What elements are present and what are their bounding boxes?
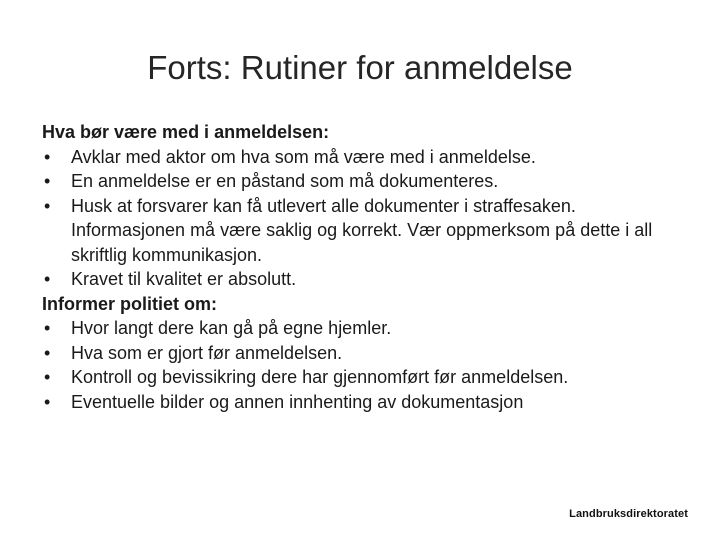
list-item-text: Avklar med aktor om hva som må være med i anmeldelse. — [71, 146, 536, 167]
list-item-text: Hvor langt dere kan gå på egne hjemler. — [71, 318, 392, 338]
section-heading: Informer politiet om: — [42, 293, 217, 314]
list-item-text: Kontroll og bevissikring dere har gjennomført før anmeldelsen. — [71, 367, 569, 387]
list-item — [42, 341, 682, 366]
list-item — [42, 169, 682, 194]
bullet-icon: • — [44, 146, 51, 167]
list-item-text: Husk at forsvarer kan få utlevert alle dokumenter i straffesaken. Informasjonen må være saklig og korrekt. Vær oppmerksom på dette i all skriftlig kommunikasjon. — [71, 195, 653, 265]
section-heading: Hva bør være med i anmeldelsen: — [42, 122, 330, 142]
bullet-icon: • — [44, 195, 51, 216]
list-item — [42, 267, 682, 292]
bullet-icon: • — [44, 391, 51, 412]
list-item — [42, 316, 682, 341]
slide-title: Forts: Rutiner for anmeldelse — [147, 49, 573, 86]
organization-logo: Landbruksdirektoratet — [569, 508, 688, 520]
bullet-icon: • — [44, 342, 51, 363]
list-item-text: Kravet til kvalitet er absolutt. — [71, 269, 297, 289]
list-item — [42, 390, 682, 415]
list-item-text: Eventuelle bilder og annen innhenting av dokumentasjon — [71, 391, 524, 412]
section-inform-police — [42, 292, 682, 415]
bullet-icon: • — [44, 269, 51, 289]
bullet-icon: • — [44, 171, 51, 191]
bullet-list — [42, 145, 682, 292]
list-item — [42, 365, 682, 390]
slide-body — [42, 120, 682, 414]
bullet-list — [42, 316, 682, 414]
section-what-to-include — [42, 120, 682, 292]
list-item-text: Hva som er gjort før anmeldelsen. — [71, 342, 343, 363]
bullet-icon: • — [44, 318, 51, 338]
list-item — [42, 194, 682, 268]
bullet-icon: • — [44, 367, 51, 387]
list-item-text: En anmeldelse er en påstand som må dokumenteres. — [71, 171, 499, 191]
list-item — [42, 145, 682, 170]
